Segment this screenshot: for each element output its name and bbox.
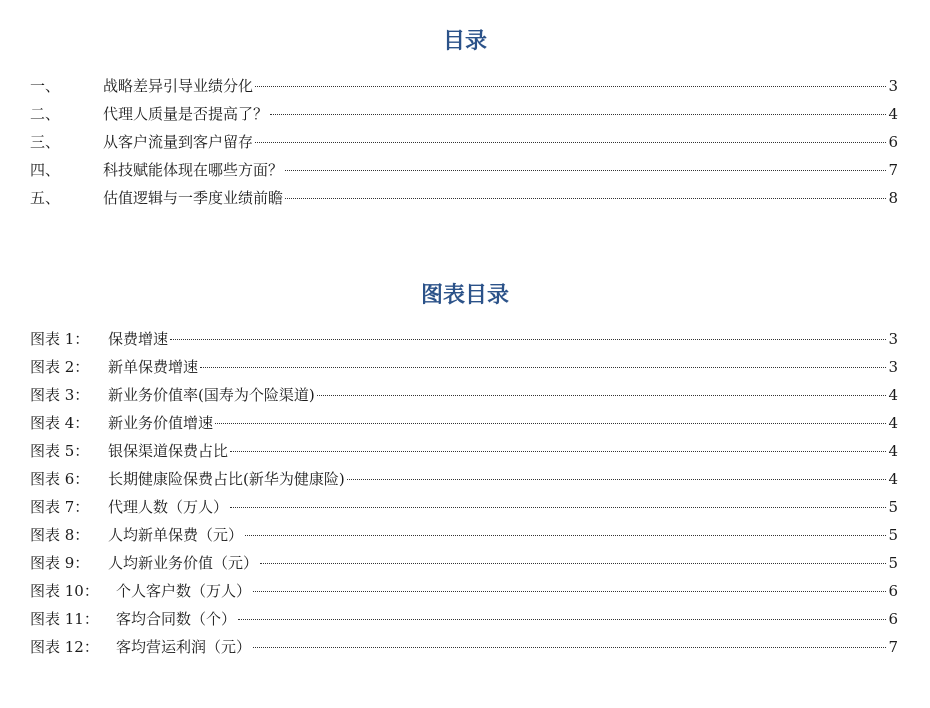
figure-entry-title: 银保渠道保费占比 bbox=[108, 442, 229, 460]
toc-entry-number: 五、 bbox=[30, 189, 61, 207]
figure-entry-title: 保费增速 bbox=[108, 330, 169, 348]
dot-leader bbox=[270, 114, 886, 115]
figure-entry-number: 图表 3： bbox=[30, 386, 90, 404]
figure-entry-number: 图表 1： bbox=[30, 330, 90, 348]
figure-entry-number: 图表 11： bbox=[30, 610, 99, 628]
dot-leader bbox=[285, 198, 886, 199]
toc-entry-title: 科技赋能体现在哪些方面？ bbox=[103, 161, 284, 179]
figure-list-heading: 图表目录 bbox=[420, 283, 509, 308]
figure-entry-title: 新单保费增速 bbox=[108, 358, 199, 376]
figure-entry-number: 图表 12： bbox=[30, 638, 99, 656]
figure-entry-number: 图表 10： bbox=[30, 582, 99, 600]
figure-entry[interactable] bbox=[30, 577, 898, 605]
figure-entry-page: 4 bbox=[888, 442, 898, 460]
toc-entry-title: 从客户流量到客户留存 bbox=[103, 133, 254, 151]
dot-leader bbox=[255, 142, 886, 143]
toc-heading: 目录 bbox=[442, 29, 487, 54]
toc-entry-page: 6 bbox=[888, 133, 898, 151]
dot-leader bbox=[245, 535, 886, 536]
figure-entry-page: 5 bbox=[888, 554, 898, 572]
figure-entry[interactable] bbox=[30, 521, 898, 549]
toc-entry-page: 3 bbox=[888, 77, 898, 95]
figure-entry[interactable] bbox=[30, 437, 898, 465]
dot-leader bbox=[230, 451, 886, 452]
figure-entry-page: 5 bbox=[888, 526, 898, 544]
toc-entry-title: 战略差异引导业绩分化 bbox=[103, 77, 254, 95]
figure-entry[interactable] bbox=[30, 465, 898, 493]
toc-entry-page: 7 bbox=[888, 161, 898, 179]
toc-entry[interactable] bbox=[30, 100, 898, 128]
toc-entry-number: 二、 bbox=[30, 105, 61, 123]
figure-entry-page: 4 bbox=[888, 386, 898, 404]
figure-entry[interactable] bbox=[30, 353, 898, 381]
figure-entry-page: 4 bbox=[888, 470, 898, 488]
figure-entry[interactable] bbox=[30, 605, 898, 633]
figure-list bbox=[30, 325, 898, 661]
dot-leader bbox=[347, 479, 887, 480]
figure-entry-number: 图表 8： bbox=[30, 526, 90, 544]
figure-entry-page: 4 bbox=[888, 414, 898, 432]
toc-entry-page: 8 bbox=[888, 189, 898, 207]
figure-entry-title: 代理人数（万人） bbox=[108, 498, 229, 516]
toc-entry[interactable] bbox=[30, 128, 898, 156]
dot-leader bbox=[238, 619, 886, 620]
dot-leader bbox=[230, 507, 886, 508]
figure-entry[interactable] bbox=[30, 633, 898, 661]
toc-entry[interactable] bbox=[30, 72, 898, 100]
toc-entry-title: 代理人质量是否提高了？ bbox=[103, 105, 269, 123]
dot-leader bbox=[253, 647, 886, 648]
figure-entry-page: 3 bbox=[888, 358, 898, 376]
figure-entry-number: 图表 4： bbox=[30, 414, 90, 432]
dot-leader bbox=[260, 563, 886, 564]
figure-entry-page: 3 bbox=[888, 330, 898, 348]
toc-entry-title: 估值逻辑与一季度业绩前瞻 bbox=[103, 189, 284, 207]
figure-entry[interactable] bbox=[30, 549, 898, 577]
figure-entry[interactable] bbox=[30, 381, 898, 409]
figure-entry[interactable] bbox=[30, 493, 898, 521]
toc-list bbox=[30, 72, 898, 212]
figure-entry-number: 图表 5： bbox=[30, 442, 90, 460]
figure-entry-title: 长期健康险保费占比(新华为健康险) bbox=[108, 470, 345, 488]
dot-leader bbox=[253, 591, 886, 592]
figure-entry-page: 6 bbox=[888, 610, 898, 628]
figure-entry-title: 新业务价值增速 bbox=[108, 414, 214, 432]
figure-entry-title: 客均营运利润（元） bbox=[116, 638, 252, 656]
dot-leader bbox=[285, 170, 886, 171]
figure-entry[interactable] bbox=[30, 409, 898, 437]
dot-leader bbox=[317, 395, 887, 396]
figure-entry-page: 6 bbox=[888, 582, 898, 600]
dot-leader bbox=[215, 423, 886, 424]
figure-entry-number: 图表 7： bbox=[30, 498, 90, 516]
toc-entry-number: 三、 bbox=[30, 133, 61, 151]
figure-entry-title: 新业务价值率(国寿为个险渠道) bbox=[108, 386, 315, 404]
toc-entry-number: 四、 bbox=[30, 161, 61, 179]
figure-entry[interactable] bbox=[30, 325, 898, 353]
dot-leader bbox=[170, 339, 886, 340]
toc-entry-page: 4 bbox=[888, 105, 898, 123]
figure-entry-page: 7 bbox=[888, 638, 898, 656]
dot-leader bbox=[200, 367, 886, 368]
figure-entry-page: 5 bbox=[888, 498, 898, 516]
dot-leader bbox=[255, 86, 886, 87]
figure-entry-title: 人均新单保费（元） bbox=[108, 526, 244, 544]
figure-entry-number: 图表 2： bbox=[30, 358, 90, 376]
figure-entry-number: 图表 6： bbox=[30, 470, 90, 488]
toc-entry[interactable] bbox=[30, 156, 898, 184]
figure-entry-title: 客均合同数（个） bbox=[116, 610, 237, 628]
figure-entry-title: 个人客户数（万人） bbox=[116, 582, 252, 600]
toc-entry[interactable] bbox=[30, 184, 898, 212]
figure-entry-title: 人均新业务价值（元） bbox=[108, 554, 259, 572]
toc-entry-number: 一、 bbox=[30, 77, 61, 95]
figure-entry-number: 图表 9： bbox=[30, 554, 90, 572]
